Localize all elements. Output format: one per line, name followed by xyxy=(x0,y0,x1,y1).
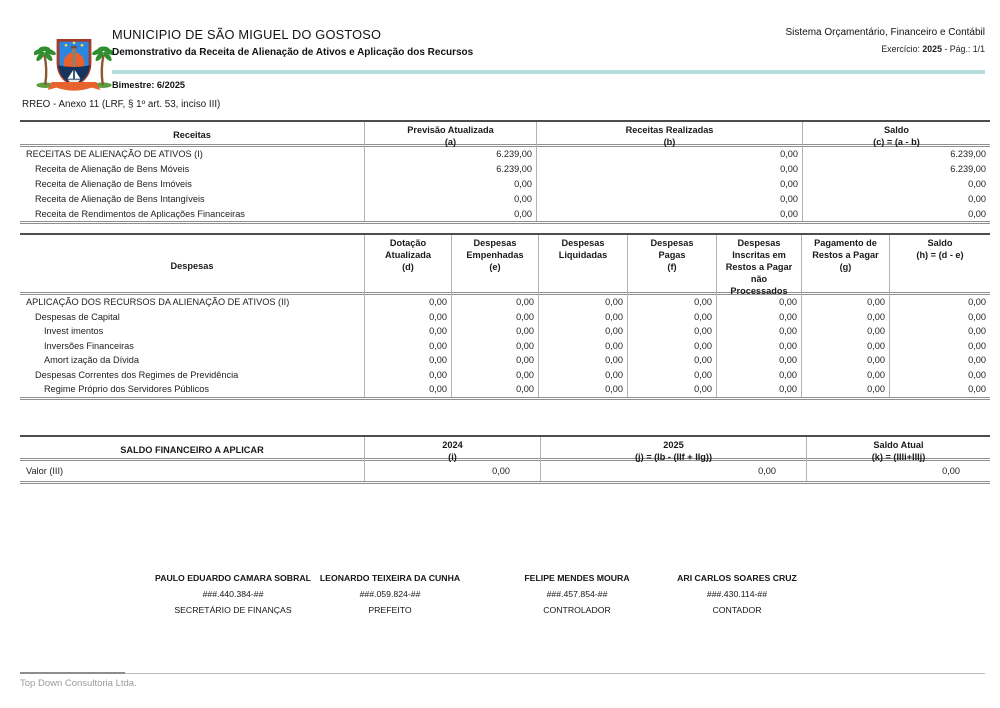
cell-value: 0,00 xyxy=(365,382,452,397)
cell-value: 6.239,00 xyxy=(365,147,537,162)
cell-value: 0,00 xyxy=(968,311,986,322)
balance-table-header xyxy=(20,435,990,461)
row-label: Receita de Alienação de Bens Imóveis xyxy=(20,177,365,192)
footer-divider-accent xyxy=(20,672,125,674)
cell-value: 0,00 xyxy=(942,466,960,476)
cell-value: 0,00 xyxy=(365,368,452,383)
signatory-role: CONTADOR xyxy=(712,605,762,615)
cell-value: 0,00 xyxy=(365,461,541,481)
table-row xyxy=(20,295,990,310)
column-label: Inscritas em xyxy=(732,250,786,260)
cell-value: 0,00 xyxy=(717,310,802,325)
balance-table xyxy=(20,435,990,484)
cell-value: 0,00 xyxy=(802,339,890,354)
exercise-page-line xyxy=(785,44,985,54)
cell-value: 0,00 xyxy=(717,353,802,368)
expenses-table-header xyxy=(20,233,990,295)
expenses-table xyxy=(20,233,990,400)
cell-value: 0,00 xyxy=(365,295,452,310)
cell-value: 0,00 xyxy=(968,384,986,395)
footer-divider-line xyxy=(20,673,985,674)
balance-table-body xyxy=(20,461,990,484)
cell-value: 0,00 xyxy=(539,353,628,368)
exercise-label: Exercício: xyxy=(881,44,923,54)
column-header-pagamento-rp xyxy=(802,235,890,297)
cell-value: 0,00 xyxy=(539,295,628,310)
cell-value: 0,00 xyxy=(539,368,628,383)
revenues-table-body xyxy=(20,147,990,224)
cell-value: 6.239,00 xyxy=(365,162,537,177)
column-label: Receitas Realizadas xyxy=(625,125,714,135)
column-header-saldo xyxy=(890,235,990,297)
table-row xyxy=(20,310,990,325)
signatory-role: SECRETÁRIO DE FINANÇAS xyxy=(174,605,292,615)
cell-value: 0,00 xyxy=(539,339,628,354)
column-label: Despesas xyxy=(650,238,694,248)
cell-value: 0,00 xyxy=(365,353,452,368)
system-info-block xyxy=(785,27,985,54)
cell-value: 0,00 xyxy=(968,297,986,308)
column-sublabel: (i) xyxy=(448,452,457,462)
cell-value: 0,00 xyxy=(628,368,717,383)
cell-value: 0,00 xyxy=(537,147,803,162)
cell-value: 0,00 xyxy=(968,193,986,204)
column-header-liquidadas xyxy=(539,235,628,297)
column-sublabel: (h) = (d - e) xyxy=(916,250,964,260)
column-header-empenhadas xyxy=(452,235,539,297)
row-label: Inversões Financeiras xyxy=(20,339,365,354)
column-header-previsao xyxy=(365,122,537,148)
column-sublabel: (f) xyxy=(667,262,677,272)
column-label: Saldo xyxy=(883,125,909,135)
cell-value: 0,00 xyxy=(968,340,986,351)
cell-value: 0,00 xyxy=(365,324,452,339)
signatory-role: PREFEITO xyxy=(368,605,412,615)
cell-value: 0,00 xyxy=(717,382,802,397)
table-row xyxy=(20,382,990,397)
column-header-2024 xyxy=(365,437,541,463)
column-label: Restos a Pagar xyxy=(812,250,879,260)
table-row xyxy=(20,162,990,177)
column-label: Restos a Pagar xyxy=(725,262,793,272)
header-divider-line xyxy=(112,70,985,74)
cell-value: 0,00 xyxy=(452,324,539,339)
report-title: Demonstrativo da Receita de Alienação de Ativos e Aplicação dos Recursos xyxy=(112,47,474,58)
row-label: Despesas Correntes dos Regimes de Previdência xyxy=(20,368,365,383)
column-sublabel: (e) xyxy=(489,262,501,272)
cell-value: 6.239,00 xyxy=(950,164,986,175)
column-header-pagas xyxy=(628,235,717,297)
row-label: RECEITAS DE ALIENAÇÃO DE ATIVOS (I) xyxy=(20,147,365,162)
column-label: Despesas xyxy=(737,238,781,248)
cell-value: 0,00 xyxy=(365,191,537,206)
table-row xyxy=(20,353,990,368)
cell-value: 0,00 xyxy=(802,324,890,339)
cell-value: 0,00 xyxy=(802,368,890,383)
column-label: Saldo Atual xyxy=(873,440,924,450)
cell-value: 0,00 xyxy=(452,353,539,368)
signatory-document: ###.440.384-## xyxy=(202,589,264,599)
footer-company-name: Top Down Consultoria Ltda. xyxy=(20,678,137,689)
signatory-name: FELIPE MENDES MOURA xyxy=(524,573,630,583)
column-sublabel: (c) = (a - b) xyxy=(873,137,920,147)
column-sublabel: (a) xyxy=(444,137,457,147)
cell-value: 0,00 xyxy=(717,295,802,310)
table-row xyxy=(20,339,990,354)
signatory-name: PAULO EDUARDO CAMARA SOBRAL xyxy=(155,573,311,583)
column-header-2025 xyxy=(541,437,807,463)
column-label: Pagas xyxy=(658,250,686,260)
column-label: Empenhadas xyxy=(466,250,524,260)
cell-value: 0,00 xyxy=(717,324,802,339)
cell-value: 0,00 xyxy=(452,310,539,325)
table-row xyxy=(20,147,990,162)
header-title-block xyxy=(112,27,473,58)
column-label: Despesas xyxy=(561,238,605,248)
row-label: Regime Próprio dos Servidores Públicos xyxy=(20,382,365,397)
row-label: Valor (III) xyxy=(20,461,365,481)
cell-value: 0,00 xyxy=(452,382,539,397)
column-sublabel: (j) = (Ib - (IIf + IIg)) xyxy=(634,452,713,462)
row-label: Receita de Alienação de Bens Intangíveis xyxy=(20,191,365,206)
cell-value: 0,00 xyxy=(628,324,717,339)
row-label: Despesas de Capital xyxy=(20,310,365,325)
cell-value: 0,00 xyxy=(628,339,717,354)
row-label: Receita de Alienação de Bens Móveis xyxy=(20,162,365,177)
cell-value: 0,00 xyxy=(452,339,539,354)
cell-value: 0,00 xyxy=(802,353,890,368)
cell-value: 0,00 xyxy=(539,324,628,339)
table-row xyxy=(20,177,990,192)
cell-value: 0,00 xyxy=(365,339,452,354)
table-row xyxy=(20,324,990,339)
signature-block xyxy=(627,573,847,615)
cell-value: 0,00 xyxy=(628,382,717,397)
table-row xyxy=(20,461,990,481)
cell-value: 0,00 xyxy=(628,310,717,325)
column-label: Liquidadas xyxy=(558,250,608,260)
column-header-receitas: Receitas xyxy=(20,122,365,148)
signatory-document: ###.059.824-## xyxy=(359,589,421,599)
page-indicator: - Pág.: 1/1 xyxy=(941,44,985,54)
row-label: Amort ização da Dívida xyxy=(20,353,365,368)
column-header-saldo xyxy=(803,122,990,148)
column-header-saldo-financeiro: SALDO FINANCEIRO A APLICAR xyxy=(20,437,365,463)
cell-value: 0,00 xyxy=(968,369,986,380)
signatory-name: LEONARDO TEIXEIRA DA CUNHA xyxy=(319,573,461,583)
cell-value: 0,00 xyxy=(365,206,537,221)
column-header-despesas: Despesas xyxy=(20,235,365,297)
bimester-label: Bimestre: 6/2025 xyxy=(112,80,186,90)
cell-value: 0,00 xyxy=(628,353,717,368)
column-header-dotacao xyxy=(365,235,452,297)
cell-value: 0,00 xyxy=(365,310,452,325)
cell-value: 0,00 xyxy=(537,162,803,177)
revenues-table xyxy=(20,120,990,224)
column-header-inscritas-rp xyxy=(717,235,802,297)
column-label: 2025 xyxy=(663,440,684,450)
municipal-coat-of-arms-logo xyxy=(34,20,114,96)
cell-value: 6.239,00 xyxy=(950,149,986,160)
cell-value: 0,00 xyxy=(541,461,807,481)
signatory-document: ###.457.854-## xyxy=(546,589,608,599)
cell-value: 0,00 xyxy=(537,177,803,192)
column-label: Previsão Atualizada xyxy=(407,125,494,135)
coat-of-arms-icon xyxy=(34,20,114,96)
column-header-saldo-atual xyxy=(807,437,990,463)
column-label: Despesas xyxy=(473,238,517,248)
row-label: APLICAÇÃO DOS RECURSOS DA ALIENAÇÃO DE ATIVOS (II) xyxy=(20,295,365,310)
expenses-table-body xyxy=(20,295,990,400)
column-sublabel: (d) xyxy=(402,262,414,272)
column-label: Processados xyxy=(730,286,788,296)
system-name: Sistema Orçamentário, Financeiro e Contábil xyxy=(785,27,985,38)
cell-value: 0,00 xyxy=(628,295,717,310)
cell-value: 0,00 xyxy=(539,310,628,325)
column-sublabel: (k) = (IIIi+IIIj) xyxy=(871,452,926,462)
column-sublabel: (g) xyxy=(839,262,852,272)
table-row xyxy=(20,191,990,206)
municipality-name: MUNICIPIO DE SÃO MIGUEL DO GOSTOSO xyxy=(112,27,382,42)
column-label: Pagamento de xyxy=(814,238,877,248)
column-sublabel: (b) xyxy=(663,137,676,147)
annex-reference: RREO - Anexo 11 (LRF, § 1º art. 53, inciso III) xyxy=(22,99,221,110)
cell-value: 0,00 xyxy=(717,368,802,383)
cell-value: 0,00 xyxy=(802,310,890,325)
cell-value: 0,00 xyxy=(968,326,986,337)
cell-value: 0,00 xyxy=(539,382,628,397)
cell-value: 0,00 xyxy=(802,295,890,310)
cell-value: 0,00 xyxy=(968,208,986,219)
cell-value: 0,00 xyxy=(365,177,537,192)
cell-value: 0,00 xyxy=(802,382,890,397)
row-label: Receita de Rendimentos de Aplicações Financeiras xyxy=(20,206,365,221)
column-label: não xyxy=(750,274,768,284)
column-label: 2024 xyxy=(442,440,463,450)
cell-value: 0,00 xyxy=(537,206,803,221)
column-label: Saldo xyxy=(927,238,953,248)
signatory-document: ###.430.114-## xyxy=(706,589,768,599)
cell-value: 0,00 xyxy=(968,355,986,366)
cell-value: 0,00 xyxy=(537,191,803,206)
signatory-name: ARI CARLOS SOARES CRUZ xyxy=(677,573,797,583)
cell-value: 0,00 xyxy=(968,178,986,189)
column-label: Atualizada xyxy=(385,250,431,260)
exercise-value: 2025 xyxy=(922,44,942,54)
cell-value: 0,00 xyxy=(717,339,802,354)
column-label: Dotação xyxy=(389,238,427,248)
row-label: Invest imentos xyxy=(20,324,365,339)
table-row xyxy=(20,368,990,383)
revenues-table-header xyxy=(20,120,990,147)
table-row xyxy=(20,206,990,221)
column-header-realizadas xyxy=(537,122,803,148)
signatory-role: CONTROLADOR xyxy=(543,605,611,615)
cell-value: 0,00 xyxy=(452,368,539,383)
cell-value: 0,00 xyxy=(452,295,539,310)
